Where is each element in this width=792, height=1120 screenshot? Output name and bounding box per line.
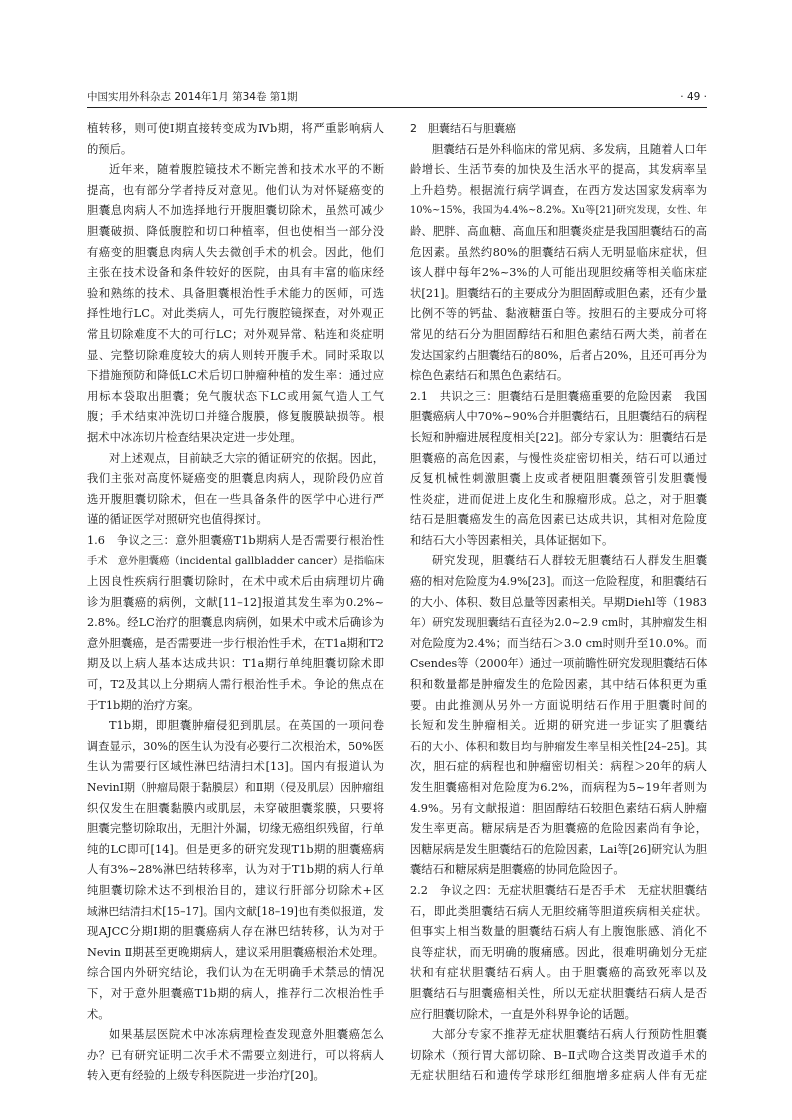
text-line: 胆囊完整切除取出，无胆汁外漏，切缘无癌组织残留，行单: [87, 822, 384, 836]
text-line: 1.6 争议之三：意外胆囊癌T1b期病人是否需要行根治性: [87, 533, 384, 547]
text-line: 危因素。虽然约80%的胆囊结石病人无明显临床症状，但: [410, 245, 707, 259]
text-line: 据术中冰冻切片检查结果决定进一步处理。: [87, 430, 302, 444]
text-line: 发生率更高。糖尿病是否为胆囊癌的危险因素尚有争论，: [410, 822, 707, 836]
text-line: 大部分专家不推荐无症状胆囊结石病人行预防性胆囊: [432, 1028, 707, 1042]
text-line: 状[21]。胆囊结石的主要成分为胆固醇或胆色素，还有少量: [410, 286, 707, 300]
text-line: 次，胆石症的病程也和肿瘤密切相关：病程＞20年的病人: [410, 760, 707, 774]
text-line: 结石是胆囊癌发生的高危因素已达成共识，其相对危险度: [410, 513, 707, 527]
text-line: 域淋巴结清扫术[15–17]。国内文献[18–19]也有类似报道，发: [87, 904, 384, 918]
text-line: 棕色色素结石和黑色色素结石。: [410, 369, 569, 383]
section-heading: 2 胆囊结石与胆囊癌: [410, 122, 516, 135]
text-line: T1b期，即胆囊肿瘤侵犯到肌层。在英国的一项问卷: [109, 719, 384, 733]
text-line: 纯的LC即可[14]。但是更多的研究发现T1b期的胆囊癌病: [87, 842, 384, 856]
text-column-left: [87, 119, 384, 1104]
text-line: 转入更有经验的上级专科医院进一步治疗[20]。: [87, 1069, 325, 1083]
text-line: 龄、肥胖、高血糖、高血压和胆囊炎症是我国胆囊结石的高: [410, 224, 707, 238]
text-line: 发生胆囊癌相对危险度为6.2%，而病程为5~19年者则为: [410, 781, 707, 794]
text-line: 期及以上病人基本达成共识：T1a期行单纯胆囊切除术即: [87, 657, 384, 671]
text-line: 现AJCC分期Ⅰ期的胆囊癌病人存在淋巴结转移，认为对于: [87, 925, 384, 939]
text-line: 近年来，随着腹腔镜技术不断完善和技术水平的不断: [109, 163, 384, 177]
text-line: 常见的结石分为胆固醇结石和胆色素结石两大类，前者在: [410, 327, 707, 341]
text-line: 选开腹胆囊切除术，但在一些具备条件的医学中心进行严: [87, 492, 384, 506]
text-line: 长短和发生肿瘤相关。近期的研究进一步证实了胆囊结: [410, 719, 707, 733]
text-line: 对危险度为2.4%；而当结石＞3.0 cm时则升至10.0%。而: [410, 636, 707, 650]
text-line: 如果基层医院术中冰冻病理检查发现意外胆囊癌怎么: [109, 1028, 384, 1042]
text-line: 胆囊癌病人中70%~90%合并胆囊结石，且胆囊结石的病程: [410, 410, 707, 424]
text-line: 性炎症，进而促进上皮化生和腺瘤形成。总之，对于胆囊: [410, 492, 707, 506]
text-line: 上因良性疾病行胆囊切除时，在术中或术后由病理切片确: [87, 575, 384, 589]
text-line: Csendes等（2000年）通过一项前瞻性研究发现胆囊结石体: [410, 657, 707, 671]
text-line: 植转移，则可使Ⅰ期直接转变成为Ⅳb期，将严重影响病人: [87, 122, 384, 135]
text-line: 腹；手术结束冲洗切口并缝合腹膜，修复腹膜缺损等。根: [87, 410, 384, 424]
text-line: 但事实上相当数量的胆囊结石病人有上腹饱胀感、消化不: [410, 925, 707, 939]
text-line: 比例不等的钙盐、黏液糖蛋白等。按胆石的主要成分可将: [410, 307, 707, 321]
text-line: 石，即此类胆囊结石病人无胆绞痛等胆道疾病相关症状。: [410, 904, 707, 918]
text-line: 胆囊息肉病人不加选择地行开腹胆囊切除术，虽然可减少: [87, 204, 384, 218]
text-line: 纯胆囊切除术达不到根治目的，建议行肝部分切除术+区: [87, 883, 384, 897]
text-line: 织仅发生在胆囊黏膜内或肌层，未穿破胆囊浆膜，只要将: [87, 801, 384, 815]
text-line: 常且切除难度不大的可行LC；对外观异常、粘连和炎症明: [87, 327, 384, 341]
text-line: 因糖尿病是发生胆囊结石的危险因素，Lai等[26]研究认为胆: [410, 842, 707, 856]
text-line: 下，对于意外胆囊癌T1b期的病人，推荐行二次根治性手: [87, 986, 384, 1000]
text-line: 的大小、体积、数目总量等因素相关。早期Diehl等（1983: [410, 595, 707, 609]
text-line: 主张在技术设备和条件较好的医院，由具有丰富的临床经: [87, 266, 384, 280]
text-line: 提高，也有部分学者持反对意见。他们认为对怀疑癌变的: [87, 183, 384, 197]
text-line: 石的大小、体积和数目均与肿瘤发生率呈相关性[24–25]。其: [410, 739, 707, 753]
text-line: 我们主张对高度怀疑癌变的胆囊息肉病人，现阶段仍应首: [87, 472, 384, 486]
text-line: 办？已有研究证明二次手术不需要立刻进行，可以将病人: [87, 1048, 384, 1062]
text-line: 调查显示，30%的医生认为没有必要行二次根治术，50%医: [87, 739, 384, 753]
text-line: 手术 意外胆囊癌（incidental gallbladder cancer）是指临床: [87, 555, 384, 568]
text-line: 2.2 争议之四：无症状胆囊结石是否手术 无症状胆囊结: [410, 883, 707, 897]
text-line: 谨的循证医学对照研究也值得探讨。: [87, 513, 268, 527]
text-line: Nevin Ⅱ期甚至更晚期病人，建议采用胆囊癌根治术处理。: [87, 945, 384, 959]
text-line: 研究发现，胆囊结石人群较无胆囊结石人群发生胆囊: [432, 554, 707, 568]
text-line: 生认为需要行区域性淋巴结清扫术[13]。国内有报道认为: [87, 760, 384, 774]
text-line: 积和数量都是肿瘤发生的危险因素，其中结石体积更为重: [410, 678, 707, 692]
text-line: 龄增长、生活节奏的加快及生活水平的提高，其发病率呈: [410, 163, 707, 177]
header-rule: [87, 107, 707, 108]
journal-title: 中国实用外科杂志 2014年1月 第34卷 第1期: [87, 91, 298, 103]
running-header: [87, 90, 707, 106]
text-line: 状和有症状胆囊结石病人。由于胆囊癌的高致死率以及: [410, 966, 707, 980]
text-line: 长短和肿瘤进展程度相关[22]。部分专家认为：胆囊结石是: [410, 430, 707, 444]
text-line: 应行胆囊切除术，一直是外科界争论的话题。: [410, 1007, 636, 1021]
page-number: · 49 ·: [680, 91, 707, 103]
text-line: 上升趋势。根据流行病学调查，在西方发达国家发病率为: [410, 183, 707, 197]
text-line: 综合国内外研究结论，我们认为在无明确手术禁忌的情况: [87, 966, 384, 980]
text-line: 发达国家约占胆囊结石的80%，后者占20%，且还可再分为: [410, 348, 707, 362]
text-line: 年）研究发现胆囊结石直径为2.0~2.9 cm时，其肿瘤发生相: [410, 616, 707, 630]
text-line: 下措施预防和降低LC术后切口肿瘤种植的发生率：通过应: [87, 369, 384, 383]
text-line: NevinⅠ期（肿瘤局限于黏膜层）和Ⅱ期（侵及肌层）因肿瘤组: [87, 781, 384, 794]
text-line: 胆囊癌的高危因素，与慢性炎症密切相关，结石可以通过: [410, 451, 707, 465]
text-line: 择性地行LC。对此类病人，可先行腹腔镜探查，对外观正: [87, 307, 384, 321]
text-line: 有癌变的胆囊息肉病人失去微创手术的机会。因此，他们: [87, 245, 384, 259]
text-line: 该人群中每年2%~3%的人可能出现胆绞痛等相关临床症: [410, 266, 707, 280]
text-line: 用标本袋取出胆囊；免气腹状态下LC或用氮气造人工气: [87, 389, 384, 403]
text-line: 可，T2及其以上分期病人需行根治性手术。争论的焦点在: [87, 678, 384, 692]
text-line: 4.9%。另有文献报道：胆固醇结石较胆色素结石病人肿瘤: [410, 801, 707, 815]
text-line: 胆囊破损、降低腹腔和切口种植率，但也使相当一部分没: [87, 224, 384, 238]
text-line: 对上述观点，目前缺乏大宗的循证研究的依据。因此，: [109, 451, 384, 465]
text-line: 10%~15%，我国为4.4%~8.2%。Xu等[21]研究发现，女性、年: [410, 205, 707, 217]
text-line: 意外胆囊癌，是否需要进一步行根治性手术，在T1a期和T2: [87, 636, 384, 650]
text-line: 要。由此推测从另外一方面说明结石作用于胆囊时间的: [410, 698, 707, 712]
text-line: 2.1 共识之三：胆囊结石是胆囊癌重要的危险因素 我国: [410, 389, 707, 403]
text-line: 术。: [87, 1007, 110, 1021]
text-line: 验和熟练的技术、具备胆囊根治性手术能力的医师，可选: [87, 286, 384, 300]
text-line: 胆囊结石是外科临床的常见病、多发病，且随着人口年: [432, 142, 707, 156]
text-column-right: [410, 119, 707, 1104]
text-line: 人有3%~28%淋巴结转移率，认为对于T1b期的病人行单: [87, 863, 384, 877]
text-line: 显、完整切除难度较大的病人则转开腹手术。同时采取以: [87, 348, 384, 362]
text-line: 的预后。: [87, 142, 133, 156]
text-line: 和结石大小等因素相关，具体证据如下。: [410, 533, 614, 547]
text-line: 反复机械性刺激胆囊上皮或者梗阻胆囊颈管引发胆囊慢: [410, 472, 707, 486]
text-line: 良等症状，而无明确的腹痛感。因此，很难明确划分无症: [410, 945, 707, 959]
text-line: 诊为胆囊癌的病例，文献[11–12]报道其发生率为0.2%~: [87, 595, 384, 609]
text-line: 囊结石和糖尿病是胆囊癌的协同危险因子。: [410, 863, 625, 877]
text-line: 胆囊结石与胆囊癌相关性，所以无症状胆囊结石病人是否: [410, 986, 707, 1000]
text-line: 于T1b期的治疗方案。: [87, 698, 200, 712]
text-line: 切除术（预行胃大部切除、B–Ⅱ式吻合这类胃改道手术的: [410, 1048, 707, 1062]
text-line: 癌的相对危险度为4.9%[23]。而这一危险程度，和胆囊结石: [410, 575, 707, 589]
text-line: 2.8%。经LC治疗的胆囊息肉病例，如果术中或术后确诊为: [87, 616, 384, 630]
text-line: 无症状胆结石和遗传学球形红细胞增多症病人伴有无症: [410, 1069, 707, 1083]
